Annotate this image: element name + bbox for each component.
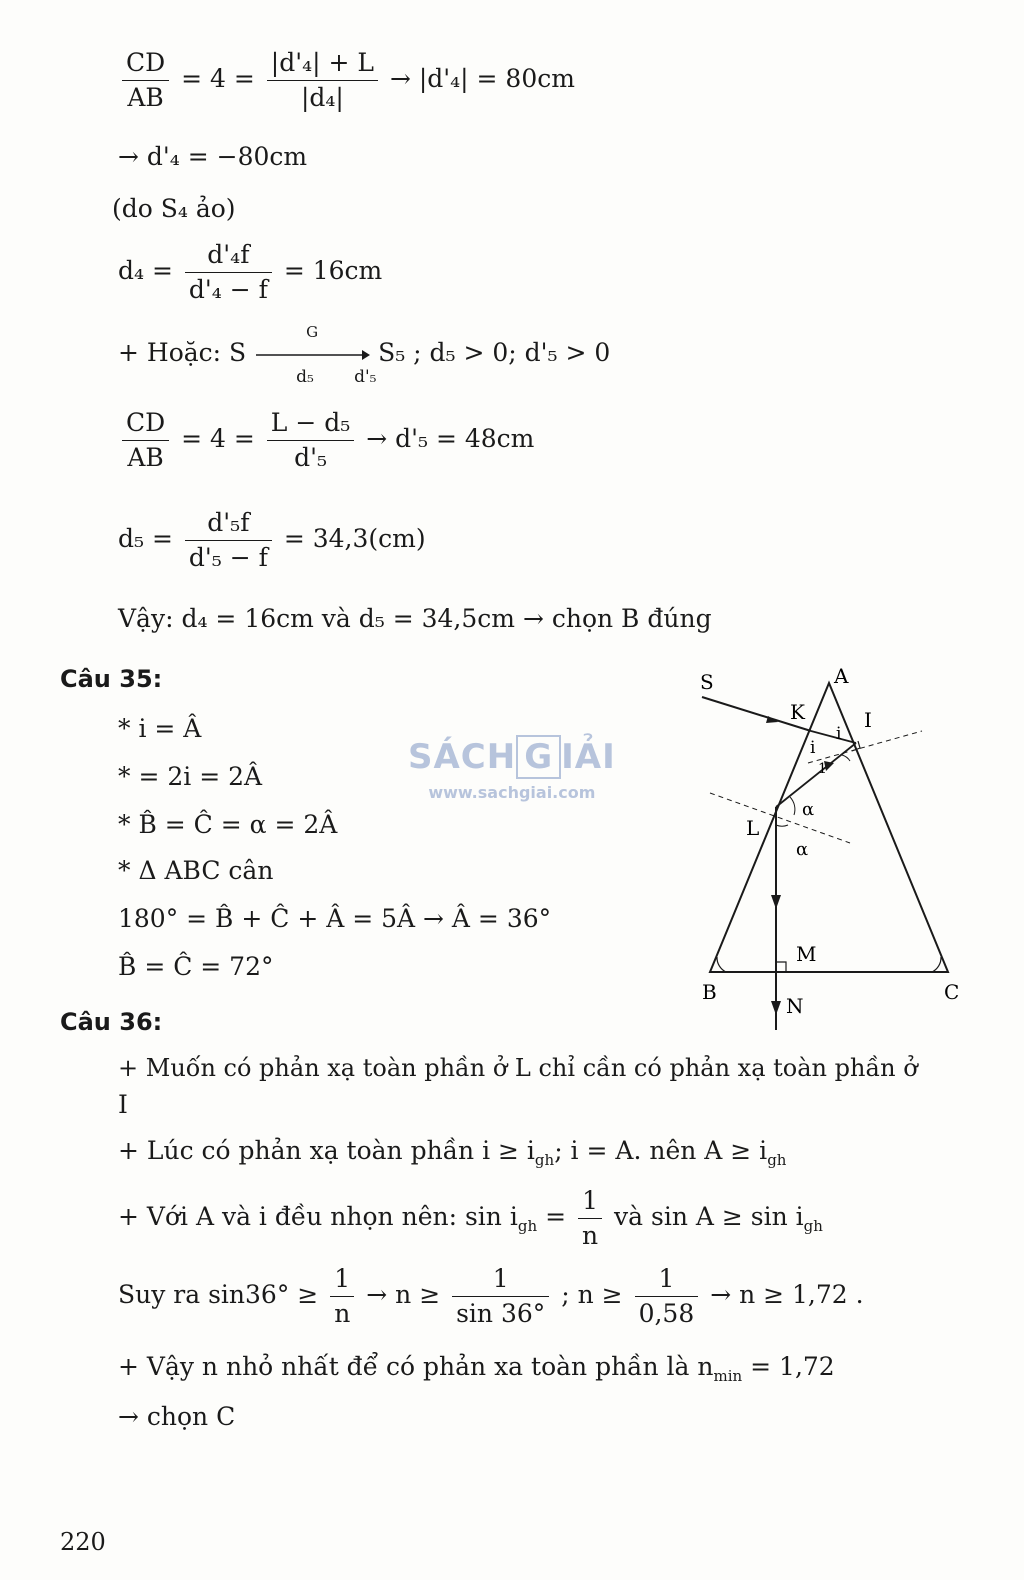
label-i-angle-mid: i	[810, 738, 816, 758]
q36-para-1b: I	[118, 1090, 128, 1119]
page-number: 220	[60, 1528, 106, 1556]
q36-para-4: Suy ra sin36° ≥ $\frac{1}{n}$ → n ≥ $\frac{1}{\sin 36^\circ}$ ; n ≥ $\frac{1}{0,58}$ → n ≥ 1,72 .	[118, 1264, 864, 1328]
label-one: 1	[818, 761, 827, 777]
watermark	[408, 735, 616, 802]
watermark-brand: SÁCH G IẢI	[408, 737, 616, 777]
q35-step-1: * i = Â	[118, 714, 202, 743]
label-b: B	[702, 980, 717, 1004]
mapping-arrow: G d₅ d'₅	[296, 322, 377, 387]
q35-step-4: * Δ ABC cân	[118, 856, 274, 885]
label-n: N	[786, 994, 804, 1018]
q35-step-6: B̂ = Ĉ = 72°	[118, 952, 274, 981]
note-s4-virtual: (do S₄ ảo)	[112, 194, 236, 223]
label-c: C	[944, 980, 960, 1004]
q36-heading: Câu 36:	[60, 1008, 163, 1036]
equation-cd-ab-2: $\frac{CD}{AB}$ = 4 = $\frac{\text{L − d₅}}{\text{d'₅}}$ → d'₅ = 48cm	[118, 408, 534, 473]
normal-i	[808, 731, 922, 763]
q36-para-2: + Lúc có phản xạ toàn phần $i \ge i_{gh}$; i = A. nên $A \ge i_{gh}$	[118, 1136, 787, 1169]
equation-cd-ab-1: $\frac{CD}{AB}$ = 4 = $\frac{\text{|d'₄| + L}}{\text{|d₄|}}$ → |d'₄| = 80cm	[118, 48, 575, 113]
label-k: K	[790, 700, 805, 724]
q35-step-5: 180° = B̂ + Ĉ + Â = 5Â → Â = 36°	[118, 904, 552, 933]
watermark-site: www.sachgiai.com	[428, 783, 596, 802]
label-i: I	[864, 708, 872, 732]
label-s: S	[700, 670, 714, 694]
q35-heading: Câu 35:	[60, 665, 163, 693]
label-i-angle-top: i	[836, 724, 842, 744]
q36-para-5: + Vậy n nhỏ nhất để có phản xa toàn phần là $n_{min} = 1,72$	[118, 1352, 835, 1385]
conclusion-q34: Vậy: d₄ = 16cm và d₅ = 34,5cm → chọn B đúng	[118, 604, 712, 633]
q36-para-6: → chọn C	[118, 1402, 236, 1431]
ray-il	[776, 743, 856, 807]
equation-d4-prime: → d'₄ = −80cm	[118, 142, 308, 171]
label-l: L	[746, 816, 760, 840]
equation-or-s5: + Hoặc: S G d₅ d'₅ S₅ ; d₅ > 0; d'₅ > 0	[118, 322, 611, 387]
label-m: M	[796, 942, 817, 966]
q35-step-3: * B̂ = Ĉ = α = 2Â	[118, 810, 338, 839]
prism-diagram	[690, 665, 990, 1035]
q36-para-3: + Với A và i đều nhọn nên: $\sin i_{gh}$ = $\frac{1}{n}$ và $\sin A \ge \sin i_{gh}$	[118, 1186, 823, 1250]
equation-d5: d₅ = $\frac{\text{d'₅f}}{\text{d'₅ − f}}$ = 34,3(cm)	[118, 508, 426, 572]
label-a: A	[834, 665, 849, 688]
q36-para-1a: + Muốn có phản xạ toàn phần ở L chỉ cần có phản xạ toàn phần ở	[118, 1054, 918, 1082]
q35-step-2: * = 2i = 2Â	[118, 762, 263, 791]
equation-d4: d₄ = $\frac{\text{d'₄f}}{\text{d'₄ − f}}$ = 16cm	[118, 240, 383, 304]
label-alpha-2: α	[796, 839, 809, 860]
label-alpha-1: α	[802, 799, 815, 820]
